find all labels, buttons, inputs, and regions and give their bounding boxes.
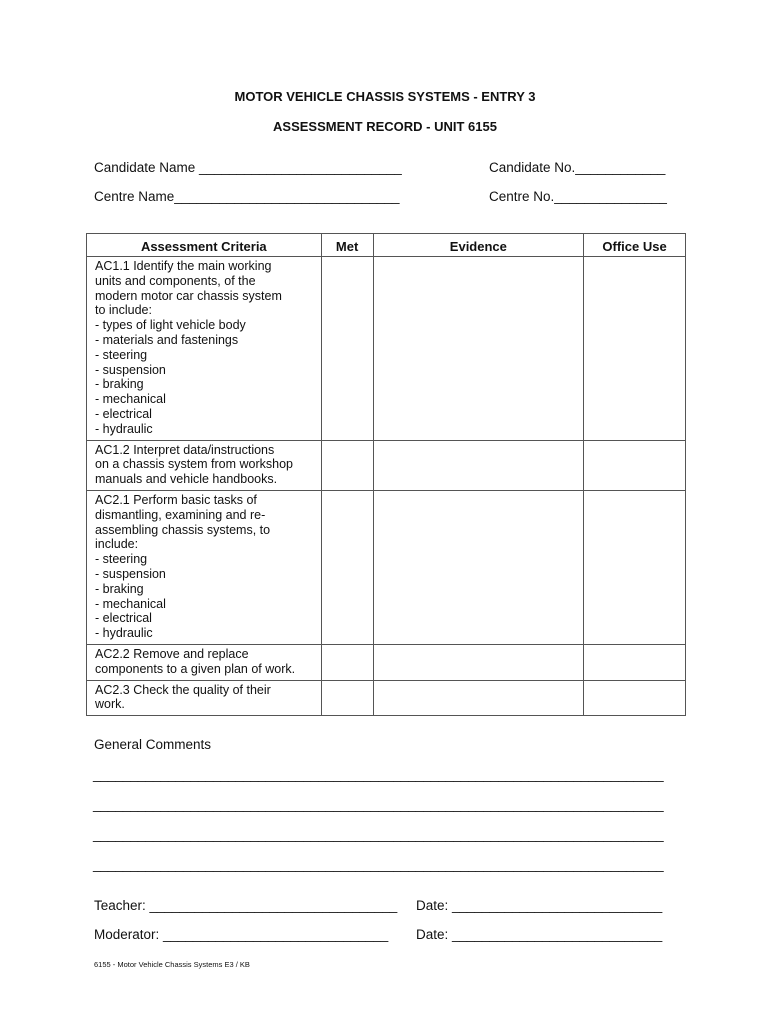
comment-line[interactable]: ____________________________________________________________________________: [93, 797, 664, 812]
document-subtitle: ASSESSMENT RECORD - UNIT 6155: [273, 119, 497, 134]
criteria-cell: [87, 644, 322, 680]
criteria-line: - mechanical: [95, 596, 166, 611]
header-assessment-criteria: Assessment Criteria: [87, 234, 322, 257]
comment-line[interactable]: ____________________________________________________________________________: [93, 827, 664, 842]
evidence-cell[interactable]: [373, 644, 584, 680]
centre-name-field[interactable]: Centre Name______________________________: [94, 189, 400, 204]
criteria-line: - mechanical: [95, 392, 166, 407]
criteria-cell: [87, 440, 322, 490]
header-office-use: Office Use: [584, 234, 686, 257]
header-met: Met: [321, 234, 373, 257]
criteria-line: - materials and fastenings: [95, 332, 239, 347]
met-cell[interactable]: [321, 440, 373, 490]
criteria-line: components to a given plan of work.: [95, 661, 296, 676]
criteria-line: AC2.2 Remove and replace: [95, 646, 249, 661]
criteria-line: on a chassis system from workshop: [95, 457, 293, 472]
criteria-line: - electrical: [95, 406, 152, 421]
page-footer: 6155 - Motor Vehicle Chassis Systems E3 / KB: [94, 960, 250, 969]
moderator-date-field[interactable]: Date: ____________________________: [416, 927, 663, 942]
table-row: [87, 440, 686, 490]
met-cell[interactable]: [321, 680, 373, 716]
criteria-line: - steering: [95, 347, 148, 362]
evidence-cell[interactable]: [373, 490, 584, 644]
criteria-line: - hydraulic: [95, 421, 153, 436]
evidence-cell[interactable]: [373, 440, 584, 490]
criteria-line: dismantling, examining and re-: [95, 507, 266, 522]
table-row: [87, 644, 686, 680]
table-row: [87, 680, 686, 716]
moderator-signature-field[interactable]: Moderator: ______________________________: [94, 927, 389, 942]
office-use-cell[interactable]: [584, 680, 686, 716]
met-cell[interactable]: [321, 490, 373, 644]
criteria-cell: [87, 257, 322, 441]
teacher-signature-field[interactable]: Teacher: _________________________________: [94, 898, 398, 913]
criteria-line: - suspension: [95, 566, 166, 581]
criteria-line: AC1.1 Identify the main working: [95, 259, 272, 273]
criteria-line: assembling chassis systems, to: [95, 522, 271, 537]
criteria-line: - hydraulic: [95, 626, 153, 641]
assessment-table: [86, 233, 686, 716]
document-title: MOTOR VEHICLE CHASSIS SYSTEMS - ENTRY 3: [234, 89, 536, 104]
office-use-cell[interactable]: [584, 490, 686, 644]
centre-number-field[interactable]: Centre No._______________: [489, 189, 667, 204]
criteria-line: include:: [95, 537, 139, 552]
criteria-line: - suspension: [95, 362, 166, 377]
criteria-line: - electrical: [95, 611, 152, 626]
teacher-date-field[interactable]: Date: ____________________________: [416, 898, 663, 913]
criteria-line: - steering: [95, 552, 148, 567]
criteria-line: AC2.3 Check the quality of their: [95, 682, 271, 697]
met-cell[interactable]: [321, 257, 373, 441]
candidate-name-field[interactable]: Candidate Name ___________________________: [94, 160, 402, 175]
office-use-cell[interactable]: [584, 257, 686, 441]
criteria-line: AC2.1 Perform basic tasks of: [95, 492, 257, 507]
table-header-row: [87, 234, 686, 257]
comment-line[interactable]: ____________________________________________________________________________: [93, 857, 664, 872]
header-evidence: Evidence: [373, 234, 584, 257]
office-use-cell[interactable]: [584, 440, 686, 490]
evidence-cell[interactable]: [373, 680, 584, 716]
criteria-line: - braking: [95, 377, 144, 392]
comment-line[interactable]: ____________________________________________________________________________: [93, 767, 664, 782]
criteria-line: manuals and vehicle handbooks.: [95, 472, 278, 487]
table-row: [87, 257, 686, 441]
criteria-line: - braking: [95, 581, 144, 596]
evidence-cell[interactable]: [373, 257, 584, 441]
criteria-line: units and components, of the: [95, 273, 256, 288]
candidate-number-field[interactable]: Candidate No.____________: [489, 160, 666, 175]
criteria-line: AC1.2 Interpret data/instructions: [95, 442, 275, 457]
criteria-line: modern motor car chassis system: [95, 288, 282, 303]
met-cell[interactable]: [321, 644, 373, 680]
criteria-line: - types of light vehicle body: [95, 318, 246, 333]
table-row: [87, 490, 686, 644]
office-use-cell[interactable]: [584, 644, 686, 680]
criteria-line: to include:: [95, 303, 152, 318]
criteria-line: work.: [95, 697, 125, 712]
general-comments-label: General Comments: [94, 737, 212, 752]
criteria-cell: [87, 490, 322, 644]
criteria-cell: [87, 680, 322, 716]
